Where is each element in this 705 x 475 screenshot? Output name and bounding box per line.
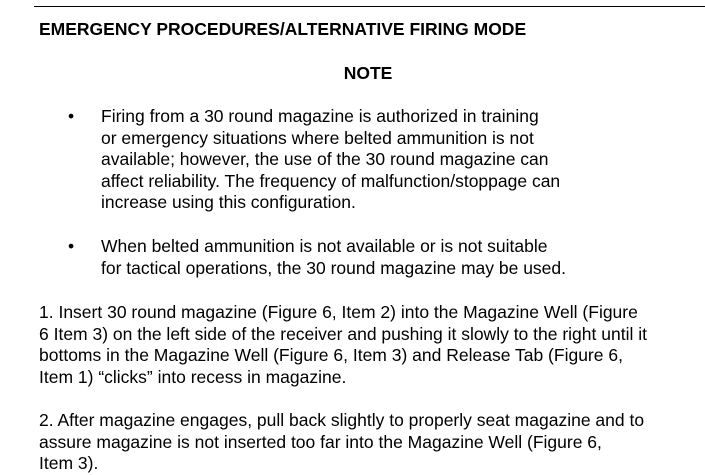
text-line: affect reliability. The frequency of malfunction/stoppage can [101,170,561,191]
note-heading: NOTE [343,63,393,83]
text-line: available; however, the use of the 30 round magazine can [101,149,549,169]
procedure-step [39,410,705,475]
text-line: or emergency situations where belted ammunition is not [101,127,534,148]
text-line: assure magazine is not inserted too far into the Magazine Well (Figure 6, [39,431,602,452]
text-line: bottoms in the Magazine Well (Figure 6, Item 3) and Release Tab (Figure 6, [39,345,623,365]
text-line: for tactical operations, the 30 round magazine may be used. [101,257,566,278]
bullet-marker: • [68,236,75,256]
section-heading: EMERGENCY PROCEDURES/ALTERNATIVE FIRING MODE [39,19,527,39]
top-rule [34,6,705,7]
text-line: 6 Item 3) on the left side of the receiver and pushing it slowly to the right until it [39,323,647,344]
text-line: 2. After magazine engages, pull back slightly to properly seat magazine and to [39,410,645,430]
text-line: When belted ammunition is not available or is not suitable [101,236,548,256]
text-line: Item 3). [39,453,99,473]
text-line: 1. Insert 30 round magazine (Figure 6, Item 2) into the Magazine Well (Figure [39,302,638,322]
note-bullet-item [101,106,621,214]
procedure-step [39,302,705,388]
text-line: Firing from a 30 round magazine is authorized in training [101,106,539,126]
bullet-marker: • [68,106,75,126]
note-bullet-item [101,236,621,279]
text-line: Item 1) “clicks” into recess in magazine. [39,366,347,387]
text-line: increase using this configuration. [101,192,356,212]
